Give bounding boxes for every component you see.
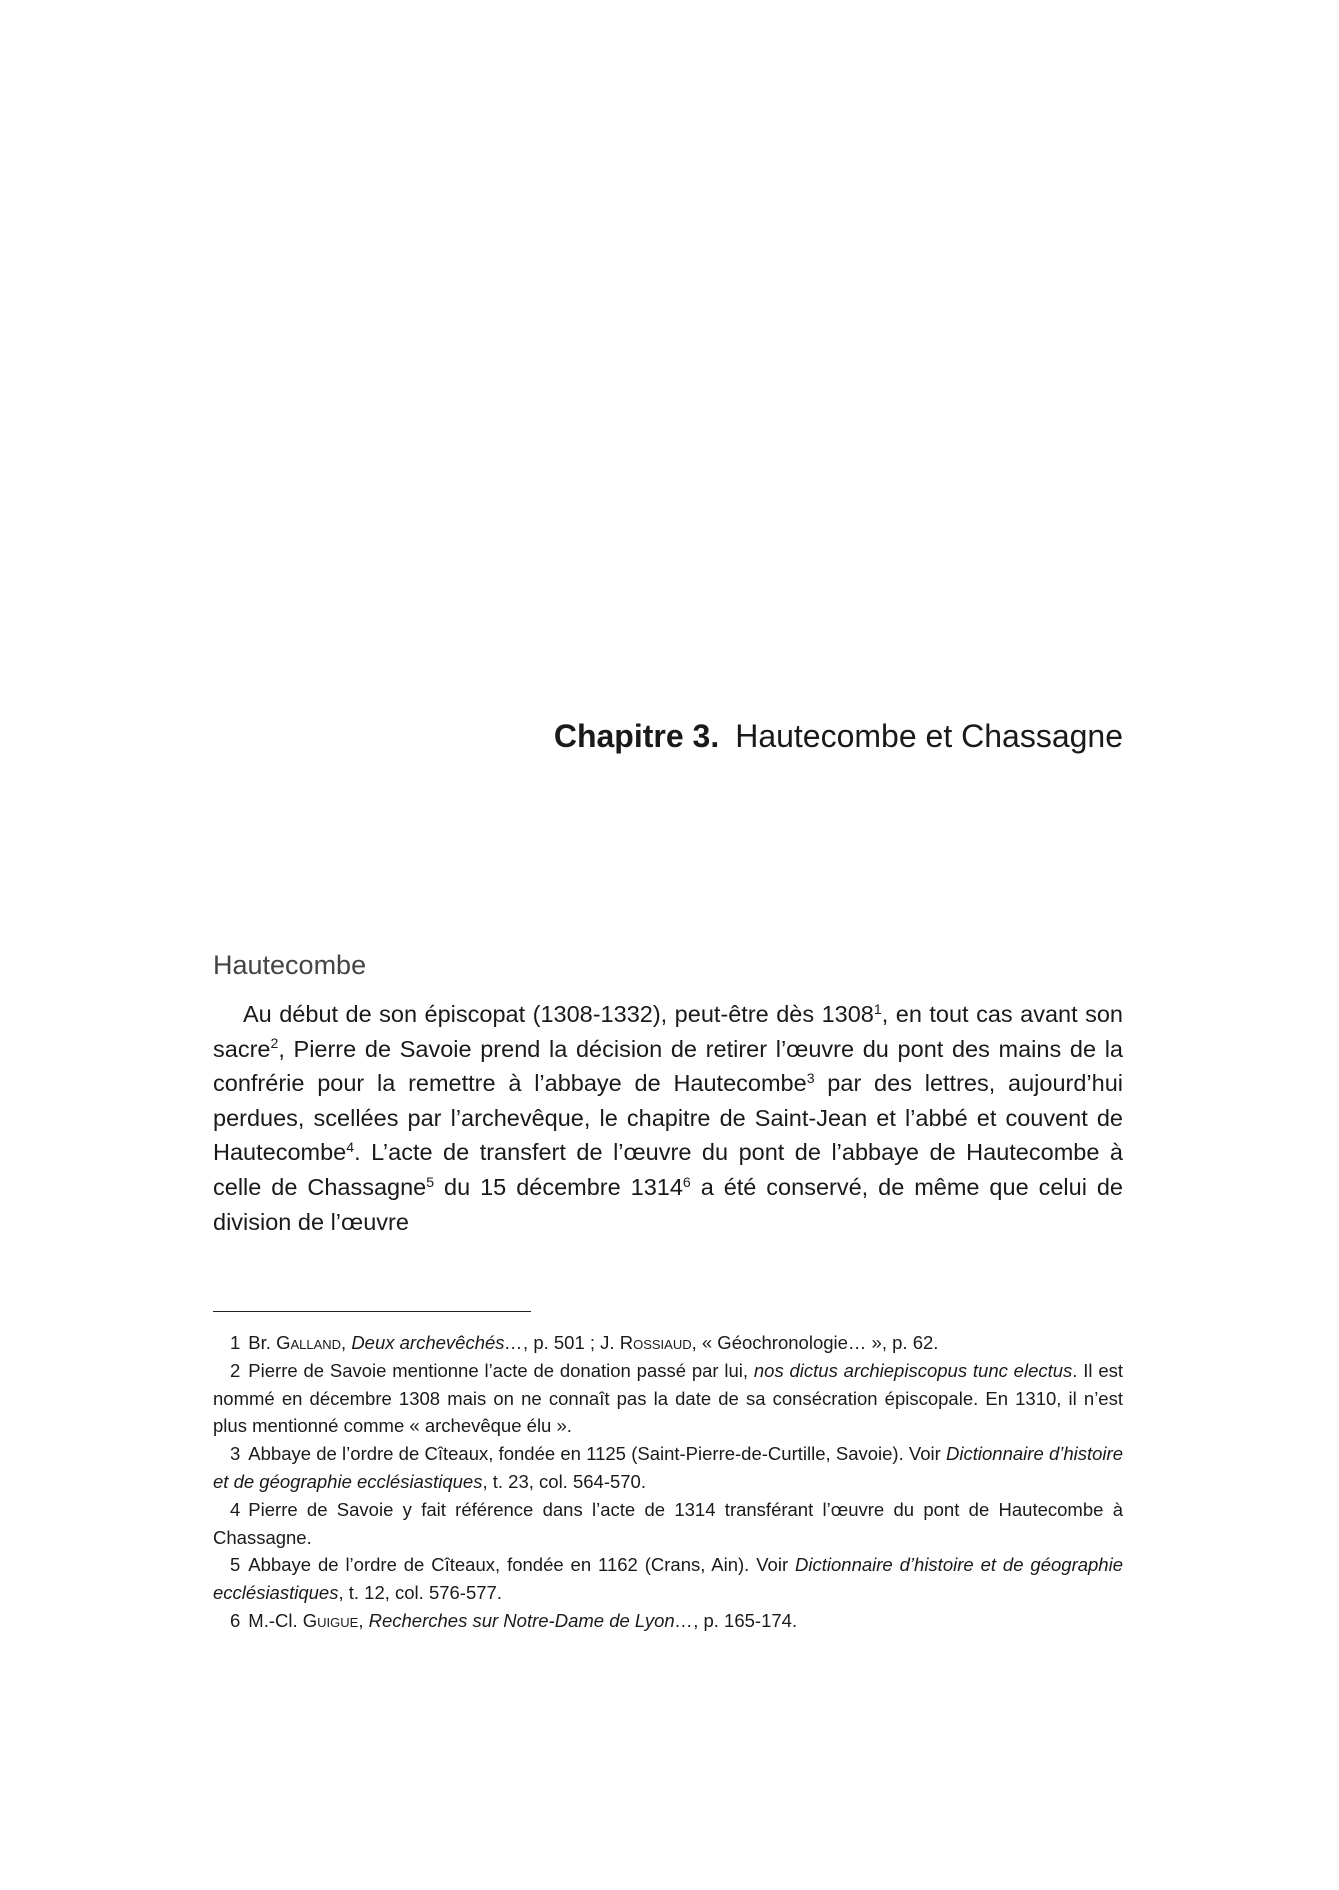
work-title: Deux archevêchés… (351, 1332, 524, 1353)
footnote-text: , p. 165-174. (693, 1609, 798, 1631)
footnote-2 (213, 1357, 1123, 1440)
footnote-ref-6[interactable]: 6 (682, 1173, 691, 1190)
footnote-ref-2[interactable]: 2 (270, 1035, 279, 1052)
footnote-text: . Il est nommé en décembre 1308 mais on ne connaît pas la date de sa consécration épiscopale. En 1310, il n’est plus mentionné comme « archevêque élu ». (213, 1359, 1124, 1437)
work-title: Dictionnaire d’histoire et de géographie ecclésiastiques (213, 1554, 1123, 1604)
footnote-ref-5[interactable]: 5 (426, 1173, 435, 1190)
footnote-number: 2 (230, 1359, 241, 1381)
author-name: Guigue (302, 1609, 359, 1631)
latin-quote: nos dictus archiepiscopus tunc electus (753, 1359, 1073, 1381)
footnote-text: Abbaye de l’ordre de Cîteaux, fondée en 1125 (Saint-Pierre-de-Curtille, Savoie). Voir (248, 1443, 947, 1465)
footnote-text: Abbaye de l’ordre de Cîteaux, fondée en 1162 (Crans, Ain). Voir (248, 1554, 796, 1576)
footnote-text: , t. 23, col. 564-570. (482, 1470, 646, 1492)
footnote-ref-3[interactable]: 3 (806, 1069, 815, 1086)
footnote-text: , « Géochronologie… », p. 62. (691, 1332, 939, 1353)
footnote-number: 1 (230, 1332, 241, 1353)
footnote-text: , (358, 1609, 369, 1631)
chapter-number: Chapitre 3. (553, 718, 720, 754)
body-text (213, 997, 1123, 1239)
footnote-number: 3 (230, 1443, 241, 1465)
work-title: Dictionnaire d’histoire et de géographie ecclésiastiques (213, 1443, 1123, 1492)
footnote-3 (213, 1440, 1123, 1496)
footnote-ref-1[interactable]: 1 (873, 1000, 882, 1017)
footnotes (213, 1329, 1123, 1635)
footnote-5 (213, 1551, 1123, 1607)
footnote-1 (213, 1329, 1123, 1357)
footnote-text: , (341, 1332, 352, 1353)
footnote-number: 6 (230, 1609, 241, 1631)
footnote-text: , t. 12, col. 576-577. (338, 1582, 502, 1604)
footnote-text: Pierre de Savoie mentionne l’acte de donation passé par lui, (248, 1359, 754, 1381)
footnote-ref-4[interactable]: 4 (346, 1138, 355, 1155)
footnote-text: , p. 501 ; J. (523, 1332, 620, 1353)
body-text-run: , Pierre de Savoie prend la décision de retirer l’œuvre du pont des mains de la confrérie pour la remettre à l’abbaye de Hautecombe (213, 1035, 1123, 1097)
author-name: Rossiaud (619, 1332, 692, 1353)
chapter-heading (213, 716, 1123, 756)
body-text-run: a été conservé, de même que celui de division de l’œuvre (213, 1173, 1123, 1235)
footnote-text: Br. (248, 1332, 277, 1353)
footnote-number: 5 (230, 1554, 241, 1576)
footnote-text: M.-Cl. (248, 1609, 303, 1631)
footnote-number: 4 (230, 1498, 241, 1520)
work-title: Recherches sur Notre-Dame de Lyon… (368, 1609, 694, 1631)
body-text-run: par des lettres, aujourd’hui perdues, scellées par l’archevêque, le chapitre de Saint-Jean et l’abbé et couvent de Hautecombe (213, 1070, 1123, 1166)
body-paragraph (213, 997, 1123, 1239)
chapter-title: Hautecombe et Chassagne (735, 718, 1123, 754)
footnote-divider (213, 1311, 531, 1312)
body-text-run: Au début de son épiscopat (1308-1332), peut-être dès 1308 (243, 1001, 874, 1027)
body-text-run: du 15 décembre 1314 (434, 1173, 683, 1200)
footnote-text: Pierre de Savoie y fait référence dans l’acte de 1314 transférant l’œuvre du pont de Hautecombe à Chassagne. (213, 1498, 1123, 1548)
author-name: Galland (276, 1332, 342, 1353)
footnote-6 (213, 1607, 1123, 1635)
body-text-run: , en tout cas avant son sacre (213, 1001, 1123, 1062)
footnote-4 (213, 1496, 1123, 1552)
section-heading: Hautecombe (213, 950, 367, 980)
body-text-run: . L’acte de transfert de l’œuvre du pont de l’abbaye de Hautecombe à celle de Chassagne (213, 1139, 1123, 1200)
